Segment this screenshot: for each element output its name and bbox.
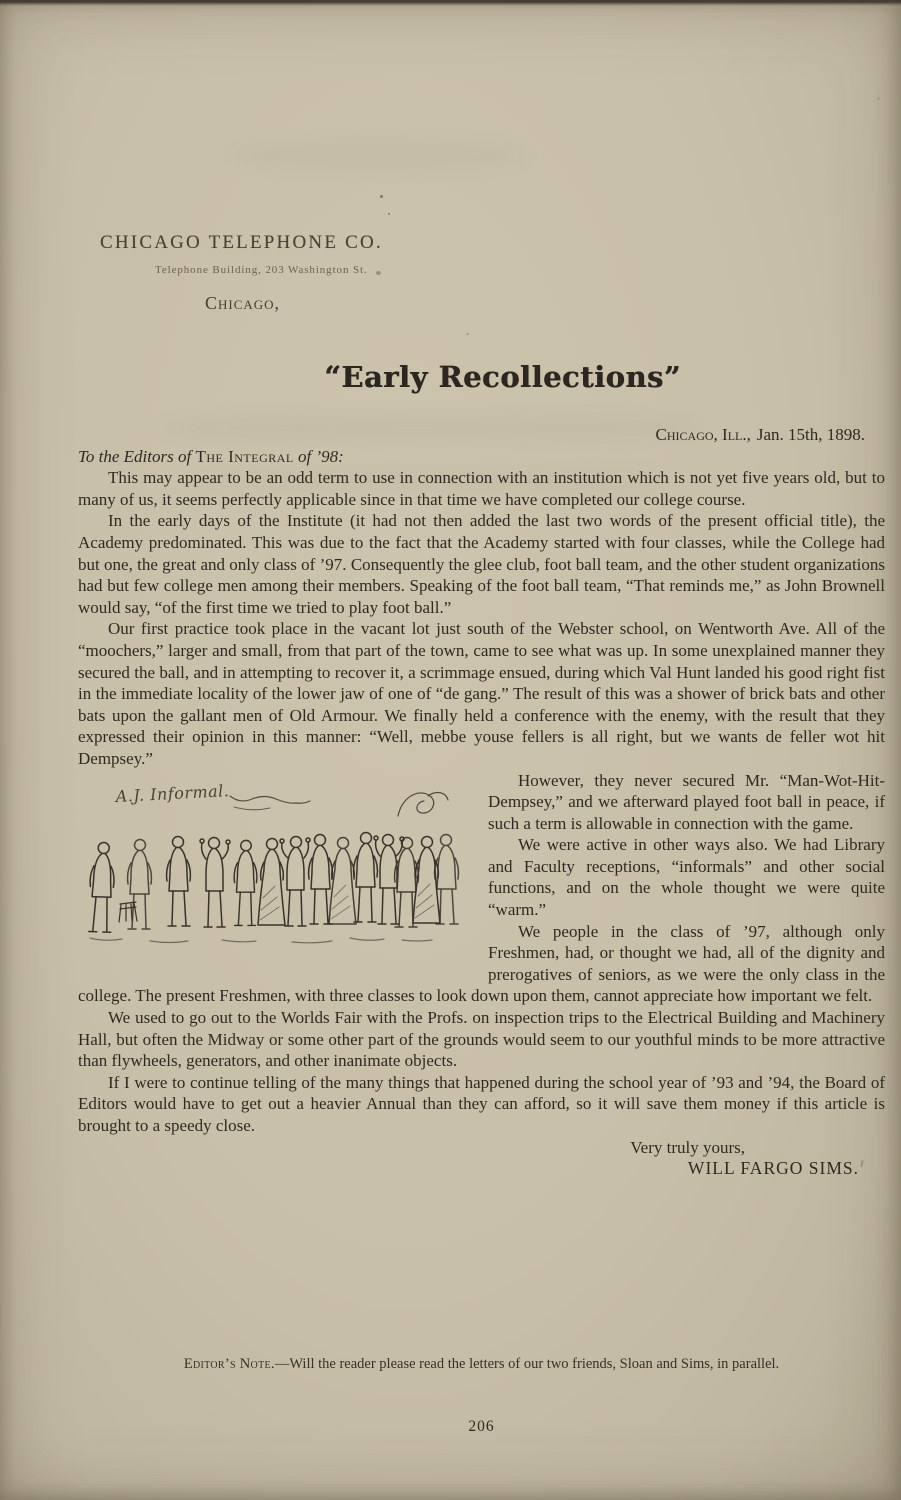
ink-speck bbox=[388, 213, 390, 215]
editors-note-label: Editor’s Note. bbox=[183, 1356, 275, 1372]
paragraph: We used to go out to the Worlds Fair with the Profs. on inspection trips to the Electrical Building and Machinery Hall, but often the Midway or some other part of the grounds would seem to our youthful minds to be more attractive than flywheels, generators, and other inanimate objects. bbox=[78, 1008, 885, 1071]
scan-top-edge bbox=[0, 0, 901, 6]
signature: WILL FARGO SIMS. bbox=[687, 1158, 859, 1179]
paragraph: We were active in other ways also. We had Library and Faculty receptions, “informals” and other social functions, and on the whole thought we were quite “warm.” bbox=[488, 835, 885, 920]
salutation-journal-name: The Integral bbox=[195, 446, 294, 466]
dateline-date: Jan. 15th, 1898. bbox=[756, 425, 865, 444]
page-number: 206 bbox=[468, 1418, 495, 1435]
paragraph: Our first practice took place in the vacant lot just south of the Webster school, on Wentworth Ave. All of the “moochers,” larger and small, from that part of the town, came to see what was up. In some unexplained manner they secured the ball, and in attempting to recover it, a scrimmage ensued, during which Val Hunt landed his good right fist in the immediate locality of the lower jaw of one of “de gang.” The result of this was a shower of brick bats and other bats upon the gallant men of Old Armour. We finally held a conference with the enemy, with the result that they expressed their opinion in this manner: “Well, mebbe youse fellers is all right, but we wants de feller wot hit Dempsey.” bbox=[78, 619, 885, 768]
dateline-place: Chicago, Ill., bbox=[655, 425, 751, 444]
letterhead bbox=[100, 232, 383, 314]
sketch-linework bbox=[88, 792, 458, 942]
ink-speck bbox=[380, 195, 383, 198]
paragraph: However, they never secured Mr. “Man-Wot-Hit-Dempsey,” and we afterward played foot ball in peace, if such a term is allowable in connection with the game. bbox=[488, 770, 885, 833]
ink-speck bbox=[466, 333, 469, 335]
salutation-prefix: To the Editors of bbox=[78, 446, 196, 466]
closing-line: Very truly yours, bbox=[630, 1137, 745, 1157]
stool-sketch bbox=[119, 902, 137, 922]
editors-note bbox=[78, 1356, 885, 1373]
salutation-suffix: of ’98: bbox=[293, 446, 344, 466]
salutation bbox=[78, 446, 885, 468]
letter-body bbox=[78, 424, 885, 1180]
article-title: “Early Recollections” bbox=[324, 360, 681, 394]
paragraph: In the early days of the Institute (it had not then added the last two words of the present official title), the Academy predominated. This was due to the fact that the Academy started with four classes, while the College had but one, the great and only class of ’97. Consequently the glee club, foot ball team, and the other student organizations had but few college men among their members. Speaking of the foot ball team, “That reminds me,” as John Brownell would say, “of the first time we tried to play foot ball.” bbox=[78, 511, 885, 617]
letterhead-city: Chicago, bbox=[205, 293, 281, 313]
paragraph: We people in the class of ’97, although only Freshmen, had, or thought we had, all of the dignity and prerogatives of seniors, as we were the only class in the college. The present Freshmen, with three classes to look down upon them, cannot appreciate how important we felt. bbox=[78, 921, 885, 1006]
paragraph: This may appear to be an odd term to use in connection with an institution which is not yet five years old, but to many of us, it seems perfectly applicable since in that time we have completed our college course. bbox=[78, 468, 885, 509]
dateline bbox=[78, 424, 885, 446]
paper-smudge bbox=[230, 140, 530, 170]
crowd-sketch bbox=[78, 770, 488, 966]
letterhead-address: Telephone Building, 203 Washington St. bbox=[155, 264, 368, 276]
sketch-caption: A.J. Informal. bbox=[115, 780, 230, 806]
letterhead-company: CHICAGO TELEPHONE CO. bbox=[100, 232, 383, 253]
editors-note-text: —Will the reader please read the letters of our two friends, Sloan and Sims, in parallel. bbox=[274, 1356, 780, 1372]
paragraph: If I were to continue telling of the many things that happened during the school year of ’93 and ’94, the Board of Editors would have to get out a heavier Annual than they can afford, so it will save them money if this article is brought to a speedy close. bbox=[78, 1072, 885, 1135]
ink-speck bbox=[877, 97, 880, 100]
crowd-sketch-svg bbox=[80, 780, 460, 956]
